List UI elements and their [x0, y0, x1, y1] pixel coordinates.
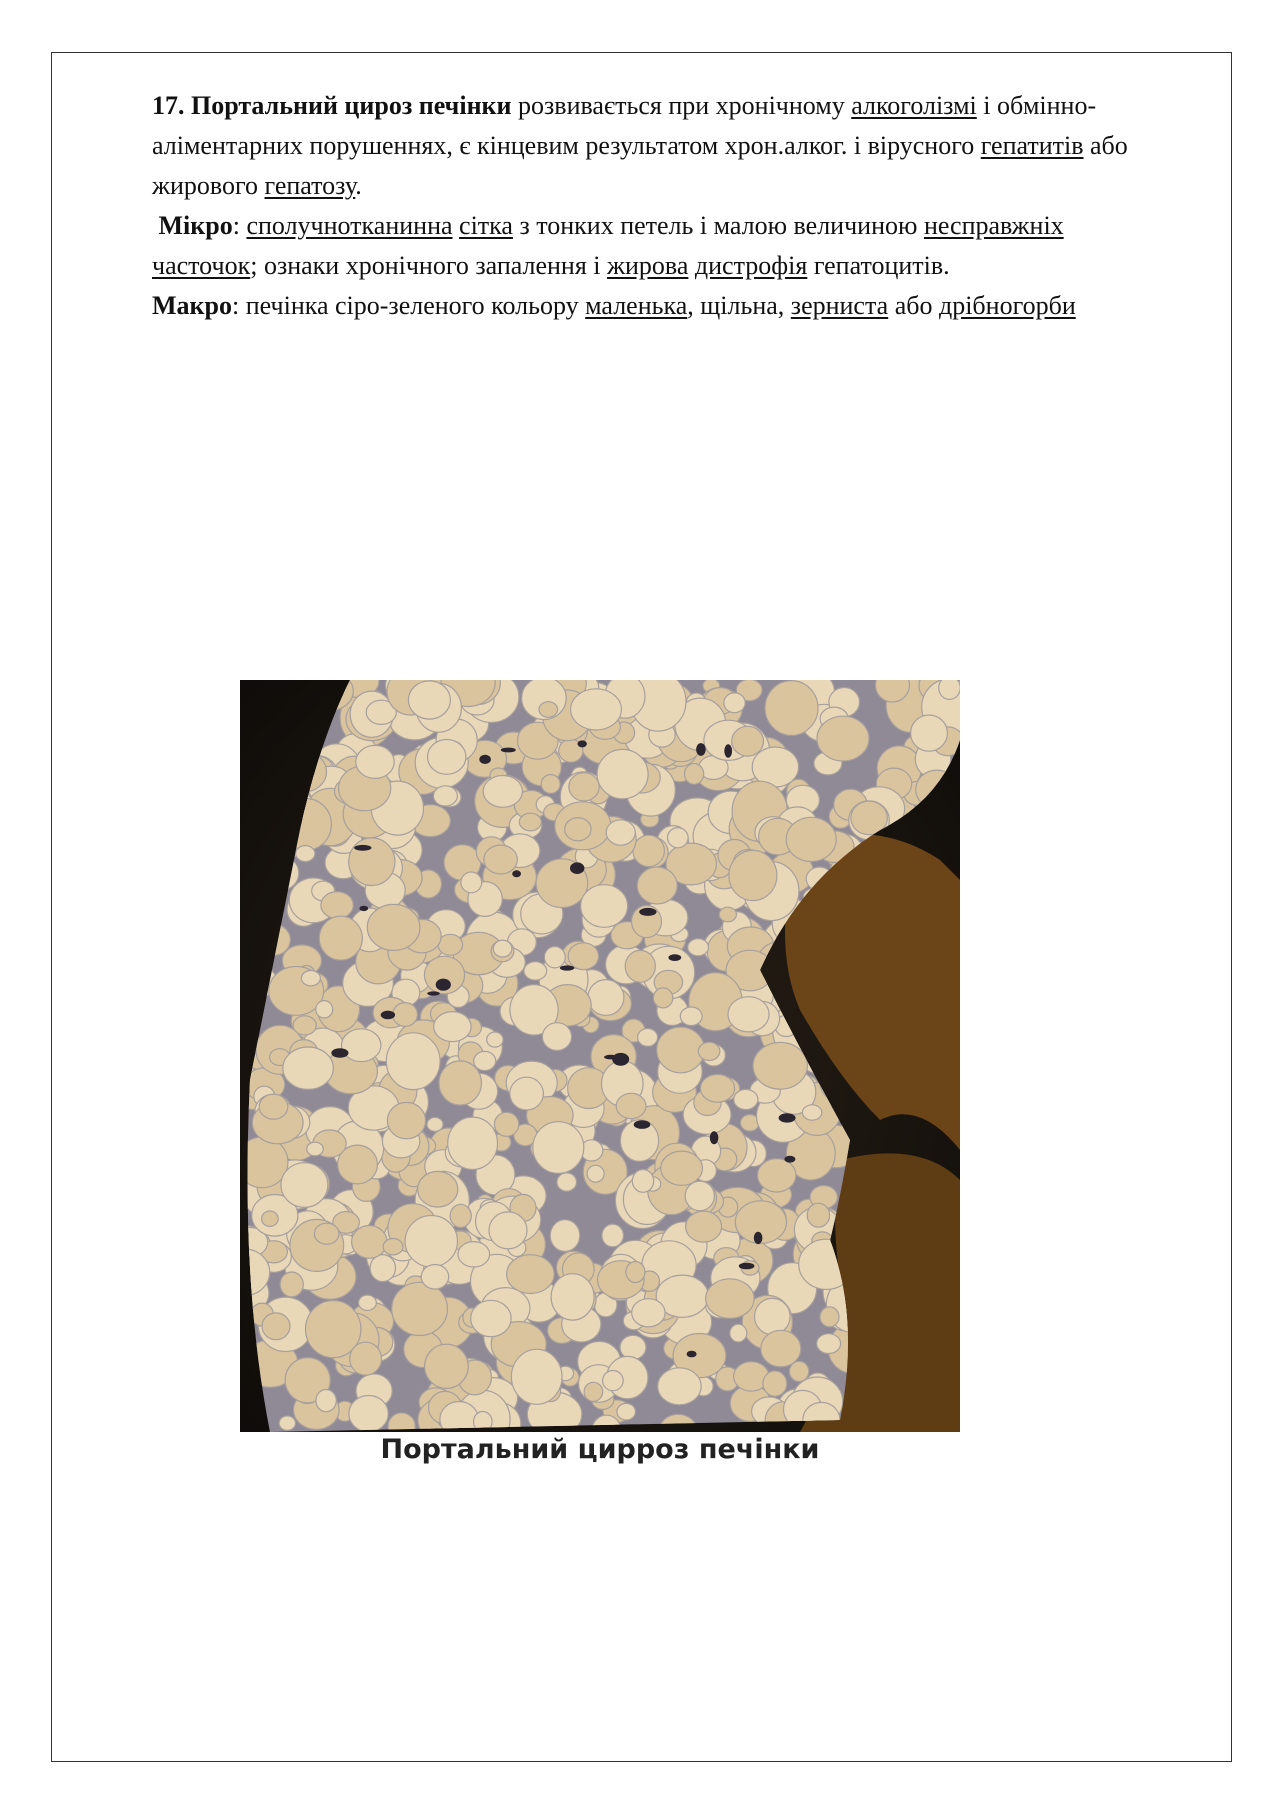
liver-nodule	[408, 681, 450, 719]
liver-nodule	[428, 740, 466, 775]
liver-nodule	[661, 1151, 703, 1185]
liver-nodule	[637, 867, 677, 904]
vessel-spot	[479, 755, 491, 764]
term-nodular: дрібногорби	[938, 291, 1076, 320]
liver-nodule	[658, 1368, 702, 1405]
liver-nodule	[359, 1295, 377, 1310]
liver-nodule	[680, 1007, 702, 1026]
liver-nodule	[494, 1112, 518, 1136]
liver-nodule	[617, 1403, 636, 1420]
liver-nodule	[370, 1255, 395, 1282]
text-run: з тонких петель і малою величиною	[512, 211, 924, 240]
liver-nodule	[606, 820, 635, 845]
text-run: розвивається при хронічному	[511, 91, 852, 120]
liver-nodule	[807, 1203, 829, 1227]
liver-nodule	[440, 1402, 478, 1433]
liver-nodule	[507, 1255, 555, 1294]
liver-nodule	[356, 745, 394, 778]
vessel-spot	[604, 1055, 617, 1060]
liver-nodule	[603, 1371, 624, 1391]
text-run: : печінка сіро-зеленого кольору	[231, 291, 586, 320]
liver-nodule	[568, 943, 598, 970]
macro-label: Макро	[152, 291, 232, 320]
liver-nodule	[626, 1262, 645, 1283]
liver-nodule	[511, 1349, 562, 1404]
term-hepatitis: гепатитів	[980, 131, 1084, 160]
document-body	[152, 86, 1162, 326]
liver-nodule	[765, 681, 818, 736]
vessel-spot	[739, 1263, 755, 1270]
vessel-spot	[634, 1120, 651, 1129]
liver-nodule	[763, 1371, 787, 1396]
vessel-spot	[354, 845, 371, 851]
liver-nodule	[542, 1023, 571, 1051]
vessel-spot	[710, 1131, 719, 1144]
liver-nodule	[729, 850, 777, 900]
liver-nodule	[489, 1212, 527, 1249]
liver-nodule	[653, 988, 672, 1008]
vessel-spot	[687, 1351, 697, 1358]
liver-nodule	[730, 1324, 747, 1342]
liver-nodule	[588, 980, 624, 1016]
liver-nodule	[484, 845, 518, 874]
liver-nodule	[632, 1170, 653, 1193]
liver-nodule	[789, 1361, 808, 1381]
term-hepatosis: гепатозу	[264, 171, 356, 200]
liver-nodule	[685, 764, 704, 785]
liver-nodule	[939, 680, 960, 699]
liver-nodule	[519, 813, 541, 831]
liver-nodule	[383, 1239, 403, 1255]
vessel-spot	[570, 862, 584, 874]
liver-nodule	[700, 1074, 734, 1102]
liver-nodule	[421, 1265, 448, 1290]
figure-caption: Портальний цирроз печінки	[380, 1434, 820, 1465]
liver-nodule	[425, 1344, 469, 1388]
liver-nodule	[434, 1012, 471, 1042]
paragraph-definition	[152, 86, 1162, 206]
liver-nodule	[510, 1077, 544, 1110]
liver-nodule	[338, 1145, 378, 1184]
text-run: .	[355, 171, 362, 200]
liver-cirrhosis-photo	[240, 680, 960, 1432]
liver-nodule	[724, 693, 745, 713]
vessel-spot	[381, 1011, 395, 1020]
liver-nodule	[732, 726, 764, 756]
vessel-spot	[512, 870, 521, 877]
liver-nodule	[550, 1220, 580, 1252]
liver-nodule	[458, 1242, 490, 1267]
liver-nodule	[280, 1272, 303, 1297]
liver-nodule	[392, 1282, 448, 1335]
text-run: і обмінно-аліментарних порушеннях, є кінцевим результатом хрон.алког. і вірусного	[152, 91, 1097, 160]
liver-nodule	[259, 1094, 288, 1119]
liver-nodule	[352, 1226, 387, 1259]
term-dystrophy: дистрофія	[694, 251, 808, 280]
liver-nodule	[393, 1003, 418, 1027]
liver-nodule	[602, 1224, 624, 1247]
liver-nodule	[632, 1299, 665, 1327]
liver-nodule	[319, 916, 362, 960]
liver-nodule	[728, 997, 769, 1032]
liver-nodule	[638, 1029, 658, 1047]
micro-label: Мікро	[158, 211, 233, 240]
text-run: або жирового	[152, 131, 1128, 200]
liver-nodule	[633, 835, 664, 866]
liver-nodule	[316, 1390, 336, 1412]
liver-nodule	[706, 1279, 754, 1319]
liver-nodule	[474, 1051, 496, 1070]
liver-nodule	[433, 786, 457, 806]
term-lobules: часточок	[152, 251, 251, 280]
text-run: :	[232, 211, 247, 240]
liver-nodule	[817, 716, 869, 761]
liver-nodule	[281, 1163, 328, 1208]
liver-nodule	[755, 1298, 791, 1334]
vessel-spot	[668, 954, 681, 961]
liver-nodule	[557, 1173, 577, 1191]
vessel-spot	[436, 979, 451, 991]
liver-nodule	[483, 776, 522, 808]
vessel-spot	[639, 908, 656, 916]
liver-nodule	[820, 1307, 839, 1327]
vessel-spot	[724, 744, 732, 757]
liver-nodule	[316, 1001, 333, 1018]
vessel-spot	[612, 1053, 629, 1066]
liver-nodule	[685, 1181, 714, 1211]
term-granular: зерниста	[790, 291, 889, 320]
liver-nodule	[349, 838, 395, 886]
vessel-spot	[696, 743, 706, 756]
liver-nodule	[686, 1211, 722, 1242]
liver-nodule	[461, 872, 482, 893]
liver-nodule	[493, 940, 512, 957]
vessel-spot	[359, 906, 368, 911]
liver-nodule	[471, 1300, 511, 1336]
liver-nodule	[753, 1042, 807, 1089]
liver-nodule	[802, 1105, 821, 1120]
liver-nodule	[296, 846, 315, 862]
liver-nodule	[571, 689, 622, 730]
liver-nodule	[616, 1093, 646, 1118]
liver-nodule	[386, 1033, 440, 1090]
vessel-spot	[331, 1048, 348, 1057]
paragraph-micro	[152, 206, 1162, 286]
liver-nodule	[307, 1142, 324, 1156]
liver-nodule	[301, 971, 320, 986]
liver-nodule	[539, 702, 558, 718]
vessel-spot	[578, 740, 587, 747]
liver-nodule	[688, 939, 709, 956]
vessel-spot	[427, 991, 440, 995]
vessel-spot	[779, 1113, 796, 1122]
liver-nodule	[541, 775, 560, 794]
liver-nodule	[533, 1122, 584, 1174]
liver-nodule	[262, 1211, 279, 1226]
term-alcoholism: алкоголізмі	[851, 91, 977, 120]
liver-nodule	[418, 1171, 458, 1207]
text-run: або	[888, 291, 939, 320]
term-small: маленька	[585, 291, 688, 320]
term-fatty: жирова	[607, 251, 689, 280]
vessel-spot	[754, 1232, 763, 1244]
liver-nodule	[565, 818, 591, 841]
liver-nodule	[698, 1042, 720, 1060]
liver-nodule	[581, 885, 628, 928]
vessel-spot	[784, 1156, 795, 1163]
liver-nodule	[405, 1216, 457, 1267]
section-title: 17. Портальний цироз печінки	[152, 91, 512, 120]
liver-nodule	[450, 1204, 471, 1227]
liver-nodule	[551, 1274, 594, 1320]
liver-nodule	[817, 1334, 841, 1354]
liver-nodule	[544, 947, 565, 968]
liver-nodule	[262, 1313, 290, 1340]
liver-nodule	[597, 749, 648, 798]
liver-nodule	[279, 1416, 295, 1430]
liver-nodule	[761, 1330, 801, 1367]
liver-nodule	[786, 817, 836, 861]
liver-nodule	[342, 1029, 381, 1062]
liver-nodule	[620, 1335, 646, 1359]
liver-nodule	[367, 904, 420, 950]
text-run: ; ознаки хронічного запалення і	[250, 251, 608, 280]
term-false: несправжніх	[923, 211, 1064, 240]
liver-nodule	[758, 1159, 796, 1192]
liver-nodule	[321, 892, 353, 919]
term-connective: сполучнотканинна	[246, 211, 453, 240]
liver-nodule	[625, 950, 655, 982]
liver-nodule	[350, 1342, 382, 1375]
liver-nodule	[314, 1223, 339, 1244]
liver-nodule	[524, 962, 547, 980]
vessel-spot	[501, 748, 516, 753]
liver-nodule	[283, 1047, 333, 1089]
term-net: сітка	[459, 211, 513, 240]
liver-nodule	[734, 1089, 758, 1109]
liver-nodule	[439, 1061, 482, 1105]
text-run: , щільна,	[687, 291, 791, 320]
text-run: гепатоцитів.	[807, 251, 950, 280]
liver-nodule	[587, 1165, 604, 1182]
vessel-spot	[560, 965, 574, 970]
liver-illustration	[240, 680, 960, 1432]
paragraph-macro	[152, 286, 1162, 326]
liver-nodule	[569, 773, 599, 801]
liver-nodule	[719, 907, 736, 922]
liver-nodule	[448, 1117, 498, 1169]
liver-nodule	[911, 715, 948, 751]
liver-nodule	[349, 1396, 388, 1432]
liver-nodule	[668, 828, 689, 848]
liver-nodule	[387, 1102, 425, 1138]
liver-nodule	[584, 1382, 603, 1401]
liver-nodule	[657, 1027, 705, 1073]
liver-nodule	[487, 1032, 503, 1047]
